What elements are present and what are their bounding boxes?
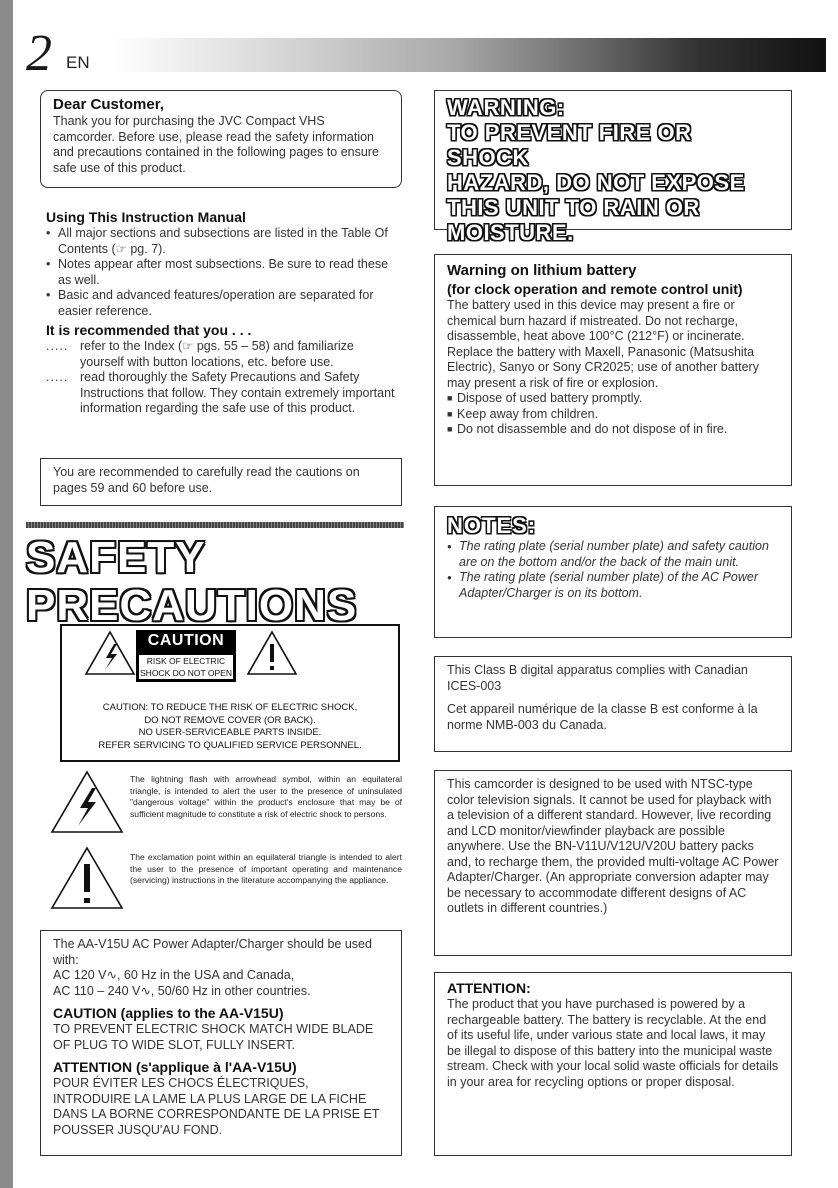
warning-line: MOISTURE.: [447, 220, 574, 245]
page-language: EN: [66, 53, 90, 72]
caution-line: REFER SERVICING TO QUALIFIED SERVICE PERSONNEL.: [98, 739, 362, 751]
page-number: 2: [26, 25, 52, 82]
ntsc-box: [434, 770, 792, 956]
manual-bullets: [46, 226, 396, 319]
warning-box: [434, 90, 792, 245]
attention-title: ATTENTION:: [447, 980, 531, 996]
caution-band-sub: RISK OF ELECTRIC SHOCK DO NOT OPEN: [138, 654, 234, 680]
exclamation-symbol-text: The exclamation point within an equilateral triangle is intended to alert the user to the presence of important operating and maintenance (servicing) instructions in the literature accompanying the appliance.: [130, 852, 402, 886]
rec-item-text: refer to the Index (☞ pgs. 55 – 58) and familiarize yourself with button locations, etc. before use.: [80, 339, 354, 369]
lithium-title: Warning on lithium battery: [447, 262, 637, 279]
adapter-caution-body: TO PREVENT ELECTRIC SHOCK MATCH WIDE BLADE OF PLUG TO WIDE SLOT, FULLY INSERT.: [53, 1022, 374, 1052]
warning-line: THIS UNIT TO RAIN OR: [447, 195, 700, 220]
warning-line: HAZARD, DO NOT EXPOSE: [447, 170, 745, 195]
caution-line: NO USER-SERVICEABLE PARTS INSIDE.: [138, 727, 322, 738]
lithium-subtitle: (for clock operation and remote control unit): [447, 281, 743, 297]
lightning-triangle-icon: [84, 630, 136, 676]
lightning-symbol-text: The lightning flash with arrowhead symbol, within an equilateral triangle, is intended to alert the user to the presence of uninsulated "dangerous voltage" within the product's enclosure that may be of sufficient magnitude to constitute a risk of electric shock to persons.: [130, 774, 402, 819]
adapter-line: The AA-V15U AC Power Adapter/Charger should be used with:: [53, 937, 372, 967]
adapter-line: AC 110 – 240 V∿, 50/60 Hz in other countries.: [53, 983, 311, 998]
notes-title: NOTES:: [447, 513, 537, 538]
heading-line: PRECAUTIONS: [26, 581, 358, 630]
lightning-triangle-icon: [50, 770, 124, 834]
lithium-battery-box: [434, 254, 792, 486]
list-item: ● The rating plate (serial number plate) and safety caution are on the bottom and/or the back of the main unit.: [447, 539, 779, 570]
recommend-title: It is recommended that you . . .: [46, 322, 252, 338]
class-b-box: [434, 656, 792, 752]
caution-label: [60, 624, 400, 762]
exclamation-triangle-icon: [50, 846, 124, 910]
safety-precautions-heading: [26, 534, 404, 630]
notes-list: [447, 539, 779, 601]
dear-customer-box: [40, 90, 402, 188]
class-b-french: Cet appareil numérique de la classe B est conforme à la norme NMB-003 du Canada.: [447, 702, 758, 732]
list-item: ● The rating plate (serial number plate) of the AC Power Adapter/Charger is on its bottom.: [447, 570, 779, 601]
ntsc-text: This camcorder is designed to be used with NTSC-type color television signals. It cannot be used for playback with a television of a different standard. However, live recording and LCD monitor/viewfinder playback are possible anywhere. Use the BN-V11U/V12U/V20U battery packs and, to recharge them, the provided multi-voltage AC Power Adapter/Charger. (An appropriate conversion adapter may be necessary to accommodate different designs of AC outlets in different countries.): [447, 777, 779, 915]
adapter-attention-body: POUR ÉVITER LES CHOCS ÉLECTRIQUES, INTRODUIRE LA LAME LA PLUS LARGE DE LA FICHE DANS LA BORNE CORRESPONDANTE DE LA PRISE ET POUSSER JUSQU'AU FOND.: [53, 1076, 380, 1137]
recommend-cautions-text: You are recommended to carefully read the cautions on pages 59 and 60 before use.: [53, 465, 360, 495]
page-spine-bar: [0, 0, 13, 1188]
rec-item-text: read thoroughly the Safety Precautions and Safety Instructions that follow. They contain extremely important information regarding the safe use of this product.: [80, 370, 395, 415]
caution-band-title: CAUTION: [147, 632, 225, 649]
manual-title: Using This Instruction Manual: [46, 209, 246, 225]
list-item: • Notes appear after most subsections. Be sure to read these as well.: [46, 257, 396, 288]
list-item: • Basic and advanced features/operation are separated for easier reference.: [46, 288, 396, 319]
section-divider: [26, 522, 404, 528]
list-item: [46, 370, 396, 417]
rec-dots: .....: [46, 339, 69, 353]
adapter-attention-title: ATTENTION (s'applique à l'AA-V15U): [53, 1059, 297, 1075]
manual-section: [46, 208, 396, 417]
dear-customer-title: Dear Customer,: [53, 96, 164, 113]
caution-line: DO NOT REMOVE COVER (OR BACK).: [144, 714, 316, 726]
page-header: [26, 26, 826, 82]
adapter-line: AC 120 V∿, 60 Hz in the USA and Canada,: [53, 968, 295, 982]
adapter-box: [40, 930, 402, 1156]
recommend-cautions-box: [40, 458, 402, 506]
adapter-caution-title: CAUTION (applies to the AA-V15U): [53, 1005, 284, 1021]
lithium-list: [447, 391, 779, 438]
list-item: ■ Keep away from children.: [447, 407, 779, 423]
attention-box: [434, 972, 792, 1156]
notes-box: [434, 506, 792, 638]
heading-line: SAFETY: [26, 533, 206, 582]
attention-body: The product that you have purchased is powered by a rechargeable battery. The battery is recyclable. At the end of its useful life, under various state and local laws, it may be illegal to dispose of this battery into the municipal waste stream. Check with your local solid waste officials for details in your area for recycling options or proper disposal.: [447, 997, 779, 1089]
lithium-body: Replace the battery with Maxell, Panasonic (Matsushita Electric), Sanyo or Sony CR2025; use of another battery may present a risk of fire or explosion.: [447, 344, 759, 390]
dear-customer-body: Thank you for purchasing the JVC Compact VHS camcorder. Before use, please read the safety information and precautions contained in the following pages to ensure safe use of this product.: [53, 114, 379, 175]
warning-line: WARNING:: [447, 95, 565, 120]
caution-line: CAUTION: TO REDUCE THE RISK OF ELECTRIC SHOCK,: [102, 702, 358, 713]
list-item: • All major sections and subsections are listed in the Table Of Contents (☞ pg. 7).: [46, 226, 396, 257]
list-item: ■ Do not disassemble and do not dispose of in fire.: [447, 422, 779, 438]
warning-line: TO PREVENT FIRE OR SHOCK: [447, 120, 692, 170]
caution-band: [136, 630, 236, 682]
class-b-english: This Class B digital apparatus complies with Canadian ICES-003: [447, 663, 748, 693]
list-item: [46, 339, 396, 370]
list-item: ■ Dispose of used battery promptly.: [447, 391, 779, 407]
lithium-body: The battery used in this device may present a fire or chemical burn hazard if mistreated. Do not recharge, disassemble, heat above 100°C (212°F) or incinerate.: [447, 298, 745, 343]
rec-dots: .....: [46, 370, 69, 384]
caution-text: [62, 702, 398, 752]
header-gradient-bar: [110, 38, 826, 72]
exclamation-triangle-icon: [246, 630, 298, 676]
